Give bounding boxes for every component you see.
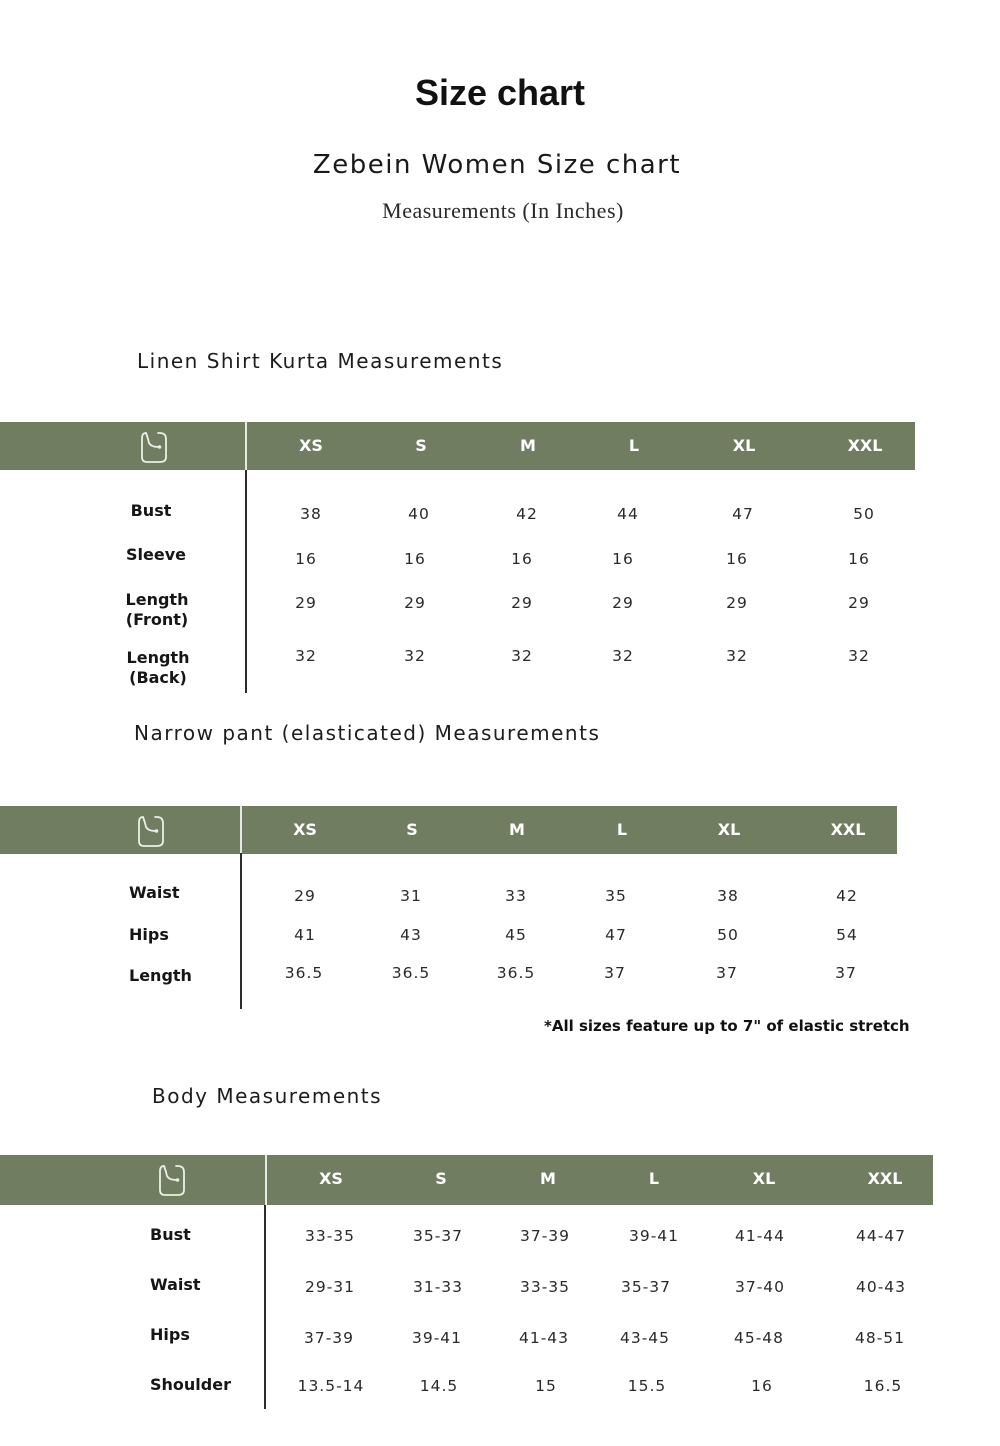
cell: 32	[612, 647, 634, 665]
column-header-l: L	[648, 1169, 660, 1188]
cell: 43	[400, 926, 422, 944]
cell: 32	[726, 647, 748, 665]
row-label-sleeve: Sleeve	[126, 545, 186, 564]
section-title-pant: Narrow pant (elasticated) Measurements	[134, 721, 601, 745]
cell: 33	[505, 887, 527, 905]
cell: 32	[404, 647, 426, 665]
cell: 36.5	[284, 964, 324, 982]
measuring-body-icon	[140, 430, 168, 464]
column-header-xxl: XXL	[847, 436, 883, 455]
cell: 29	[726, 594, 748, 612]
page-title: Size chart	[414, 72, 586, 113]
cell: 50	[717, 926, 739, 944]
cell: 15.5	[627, 1377, 667, 1395]
cell: 29	[294, 887, 316, 905]
cell: 47	[732, 505, 754, 523]
cell: 43-45	[619, 1329, 671, 1347]
elastic-stretch-note: *All sizes feature up to 7" of elastic stretch	[544, 1017, 910, 1035]
cell: 16	[726, 550, 748, 568]
cell: 40	[408, 505, 430, 523]
cell: 40-43	[855, 1278, 907, 1296]
row-label-waist: Waist	[150, 1275, 201, 1294]
cell: 16	[295, 550, 317, 568]
column-header-s: S	[406, 820, 418, 839]
header-divider	[245, 422, 247, 470]
row-label-bust: Bust	[130, 501, 172, 520]
column-header-l: L	[628, 436, 640, 455]
body-table-header	[0, 1155, 933, 1205]
cell: 16	[511, 550, 533, 568]
cell: 29	[511, 594, 533, 612]
cell: 33-35	[304, 1227, 356, 1245]
cell: 33-35	[519, 1278, 571, 1296]
pant-table-header	[0, 806, 897, 854]
cell: 44	[617, 505, 639, 523]
cell: 16	[404, 550, 426, 568]
cell: 45	[505, 926, 527, 944]
row-label-line: (Front)	[125, 610, 189, 629]
cell: 50	[853, 505, 875, 523]
column-header-xl: XL	[752, 1169, 776, 1188]
column-header-xs: XS	[319, 1169, 343, 1188]
column-header-xl: XL	[717, 820, 741, 839]
header-divider	[240, 806, 242, 854]
column-header-m: M	[509, 820, 525, 839]
cell: 37-39	[303, 1329, 355, 1347]
cell: 45-48	[733, 1329, 785, 1347]
cell: 37-40	[734, 1278, 786, 1296]
row-label-waist: Waist	[129, 883, 180, 902]
cell: 47	[605, 926, 627, 944]
cell: 35-37	[412, 1227, 464, 1245]
column-header-xs: XS	[293, 820, 317, 839]
section-title-kurta: Linen Shirt Kurta Measurements	[137, 349, 504, 373]
cell: 37	[716, 964, 738, 982]
page-subtitle: Zebein Women Size chart	[312, 150, 682, 180]
cell: 16	[848, 550, 870, 568]
cell: 39-41	[411, 1329, 463, 1347]
cell: 39-41	[628, 1227, 680, 1245]
measuring-body-icon	[137, 814, 165, 848]
label-column-divider	[245, 470, 247, 693]
cell: 44-47	[855, 1227, 907, 1245]
cell: 37	[604, 964, 626, 982]
cell: 37	[835, 964, 857, 982]
column-header-s: S	[435, 1169, 447, 1188]
cell: 29	[295, 594, 317, 612]
cell: 54	[836, 926, 858, 944]
cell: 31-33	[412, 1278, 464, 1296]
column-header-m: M	[540, 1169, 556, 1188]
row-label-line: Length	[126, 648, 190, 667]
cell: 29	[848, 594, 870, 612]
cell: 38	[717, 887, 739, 905]
column-header-xxl: XXL	[867, 1169, 903, 1188]
cell: 13.5-14	[297, 1377, 365, 1395]
cell: 38	[300, 505, 322, 523]
cell: 15	[535, 1377, 557, 1395]
cell: 48-51	[854, 1329, 906, 1347]
cell: 32	[511, 647, 533, 665]
section-title-body: Body Measurements	[152, 1084, 383, 1108]
cell: 32	[295, 647, 317, 665]
cell: 42	[836, 887, 858, 905]
row-label-line: Length	[125, 590, 189, 609]
measuring-body-icon	[158, 1163, 186, 1197]
kurta-table-header	[0, 422, 915, 470]
row-label-length-front	[97, 590, 217, 630]
row-label-hips: Hips	[129, 925, 169, 944]
cell: 29	[612, 594, 634, 612]
row-label-line: (Back)	[129, 668, 187, 687]
cell: 41-44	[734, 1227, 786, 1245]
cell: 41	[294, 926, 316, 944]
row-label-length-back	[98, 648, 218, 688]
column-header-xxl: XXL	[830, 820, 866, 839]
cell: 36.5	[496, 964, 536, 982]
row-label-bust: Bust	[150, 1225, 191, 1244]
row-label-hips: Hips	[150, 1325, 190, 1344]
cell: 29-31	[304, 1278, 356, 1296]
cell: 16	[612, 550, 634, 568]
cell: 35-37	[620, 1278, 672, 1296]
column-header-m: M	[520, 436, 536, 455]
cell: 32	[848, 647, 870, 665]
cell: 29	[404, 594, 426, 612]
units-caption: Measurements (In Inches)	[382, 198, 624, 223]
cell: 31	[400, 887, 422, 905]
cell: 35	[605, 887, 627, 905]
row-label-shoulder: Shoulder	[150, 1375, 231, 1394]
column-header-l: L	[616, 820, 628, 839]
cell: 42	[516, 505, 538, 523]
cell: 16.5	[863, 1377, 903, 1395]
column-header-s: S	[415, 436, 427, 455]
header-divider	[265, 1155, 267, 1205]
column-header-xl: XL	[732, 436, 756, 455]
cell: 41-43	[518, 1329, 570, 1347]
cell: 37-39	[519, 1227, 571, 1245]
column-header-xs: XS	[299, 436, 323, 455]
cell: 16	[751, 1377, 773, 1395]
cell: 36.5	[391, 964, 431, 982]
row-label-length: Length	[129, 966, 192, 985]
cell: 14.5	[419, 1377, 459, 1395]
